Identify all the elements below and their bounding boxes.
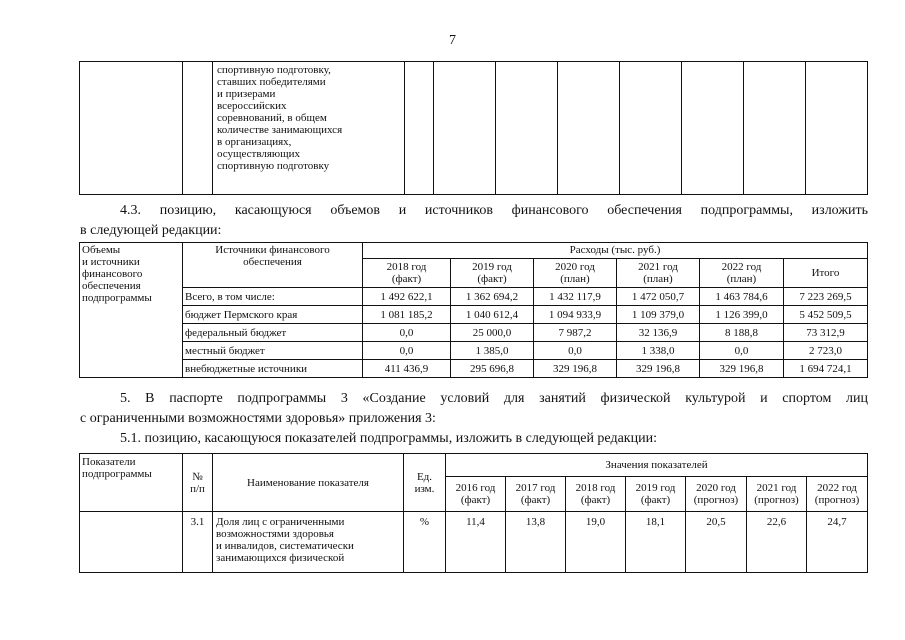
label-line: и источники — [82, 256, 140, 268]
year-label: 2022 год — [817, 482, 857, 494]
empty-cell — [682, 62, 744, 195]
year-header — [506, 477, 566, 512]
total-header: Итого — [784, 259, 868, 288]
label-line: подпрограммы — [82, 292, 152, 304]
value-cell: 0,0 — [534, 342, 617, 360]
indicators-table — [79, 453, 868, 573]
value-cell: 13,8 — [506, 512, 566, 573]
label-line: Объемы — [82, 244, 121, 256]
value-cell: 1 081 185,2 — [363, 306, 451, 324]
value-cell: 32 136,9 — [617, 324, 700, 342]
year-status: (факт) — [520, 494, 551, 506]
values-header: Значения показателей — [446, 454, 868, 477]
year-header — [363, 259, 451, 288]
value-cell: 25 000,0 — [451, 324, 534, 342]
text-line: занимающихся физической — [216, 552, 345, 564]
name-header: Наименование показателя — [213, 454, 404, 512]
value-cell: 1 362 694,2 — [451, 288, 534, 306]
empty-cell — [183, 62, 213, 195]
year-header — [700, 259, 784, 288]
year-header — [451, 259, 534, 288]
value-cell: 1 040 612,4 — [451, 306, 534, 324]
paragraph-line: в следующей редакции: — [80, 223, 222, 238]
value-cell: 20,5 — [686, 512, 747, 573]
year-label: 2020 год — [555, 261, 595, 273]
value-cell: 295 696,8 — [451, 360, 534, 378]
value-cell: 1 463 784,6 — [700, 288, 784, 306]
text-line: в организациях, — [217, 136, 292, 148]
text-line: спортивную подготовку, — [217, 64, 331, 76]
value-cell: 329 196,8 — [534, 360, 617, 378]
year-header — [686, 477, 747, 512]
unit-cell: % — [404, 512, 446, 573]
value-cell: 411 436,9 — [363, 360, 451, 378]
header-line: Источники финансового — [215, 244, 330, 256]
value-cell: 1 094 933,9 — [534, 306, 617, 324]
year-label: 2018 год — [386, 261, 427, 273]
row-label: местный бюджет — [183, 342, 363, 360]
row-number: 3.1 — [183, 512, 213, 573]
empty-cell — [80, 512, 183, 573]
empty-cell — [744, 62, 806, 195]
paragraph-line: с ограниченными возможностями здоровья» приложения 3: — [80, 411, 436, 426]
indicator-name-cell — [213, 62, 405, 195]
year-label: 2021 год — [756, 482, 797, 494]
text-line: и инвалидов, систематически — [216, 540, 354, 552]
value-cell: 0,0 — [363, 324, 451, 342]
paragraph-5 — [80, 389, 868, 429]
year-label: 2022 год — [721, 261, 762, 273]
row-label: внебюджетные источники — [183, 360, 363, 378]
year-label: 2019 год — [472, 261, 512, 273]
table-row — [80, 360, 868, 378]
value-cell: 1 338,0 — [617, 342, 700, 360]
year-label: 2018 год — [575, 482, 616, 494]
financing-label-cell — [80, 243, 183, 378]
empty-cell — [405, 62, 434, 195]
table-row — [80, 306, 868, 324]
value-cell: 8 188,8 — [700, 324, 784, 342]
text-line: возможностями здоровья — [216, 528, 334, 540]
value-cell: 18,1 — [626, 512, 686, 573]
year-label: 2017 год — [515, 482, 556, 494]
paragraph-4-3 — [80, 201, 868, 241]
year-label: 2016 год — [455, 482, 496, 494]
indicator-name-cell — [213, 512, 404, 573]
empty-cell — [496, 62, 558, 195]
value-cell: 329 196,8 — [617, 360, 700, 378]
value-cell: 24,7 — [807, 512, 868, 573]
value-cell: 11,4 — [446, 512, 506, 573]
value-cell: 1 492 622,1 — [363, 288, 451, 306]
table-row — [80, 324, 868, 342]
empty-cell — [806, 62, 868, 195]
empty-cell — [620, 62, 682, 195]
paragraph-line: 4.3. позицию, касающуюся объемов и источников финансового обеспечения подпрограммы, изложить — [120, 203, 868, 218]
unit-header — [404, 454, 446, 512]
text-line: осуществляющих — [217, 148, 300, 160]
year-header — [807, 477, 868, 512]
year-status: (прогноз) — [693, 494, 739, 506]
empty-cell — [434, 62, 496, 195]
year-status: (факт) — [477, 273, 507, 285]
empty-cell — [80, 62, 183, 195]
year-status: (прогноз) — [814, 494, 860, 506]
num-header — [183, 454, 213, 512]
value-cell: 0,0 — [700, 342, 784, 360]
value-cell: 1 694 724,1 — [784, 360, 868, 378]
year-label: 2021 год — [638, 261, 678, 273]
header-line: п/п — [190, 482, 205, 495]
value-cell: 73 312,9 — [784, 324, 868, 342]
label-line: обеспечения — [82, 280, 141, 292]
row-label: Всего, в том числе: — [183, 288, 363, 306]
indicators-table-continuation — [79, 61, 868, 195]
value-cell: 329 196,8 — [700, 360, 784, 378]
year-status: (прогноз) — [754, 494, 799, 506]
year-status: (план) — [560, 273, 590, 285]
row-label: федеральный бюджет — [183, 324, 363, 342]
value-cell: 0,0 — [363, 342, 451, 360]
year-status: (план) — [726, 273, 757, 285]
value-cell: 1 126 399,0 — [700, 306, 784, 324]
sources-header — [183, 243, 363, 288]
text-line: ставших победителями — [217, 76, 326, 88]
text-line: спортивную подготовку — [217, 160, 330, 172]
table-row — [80, 288, 868, 306]
year-status: (факт) — [460, 494, 491, 506]
text-line: количестве занимающихся — [217, 124, 343, 136]
header-line: обеспечения — [243, 256, 302, 268]
value-cell: 1 109 379,0 — [617, 306, 700, 324]
indicators-label-cell: Показатели подпрограммы — [80, 454, 183, 512]
year-status: (факт) — [640, 494, 671, 506]
expenses-header: Расходы (тыс. руб.) — [363, 243, 868, 259]
header-line: № — [192, 470, 203, 483]
value-cell: 1 432 117,9 — [534, 288, 617, 306]
year-header — [534, 259, 617, 288]
page-number: 7 — [449, 33, 456, 48]
table-row — [80, 342, 868, 360]
value-cell: 5 452 509,5 — [784, 306, 868, 324]
header-line: изм. — [414, 482, 435, 495]
empty-cell — [558, 62, 620, 195]
year-label: 2020 год — [696, 482, 736, 494]
year-status: (факт) — [391, 273, 422, 285]
financing-table — [79, 242, 868, 378]
year-header — [626, 477, 686, 512]
value-cell: 22,6 — [747, 512, 807, 573]
text-line: и призерами — [217, 88, 276, 100]
year-header — [747, 477, 807, 512]
paragraph-line: 5. В паспорте подпрограммы 3 «Создание условий для занятий физической культурой и спортом лиц — [120, 391, 868, 406]
value-cell: 1 472 050,7 — [617, 288, 700, 306]
label-line: финансового — [82, 268, 143, 280]
year-header — [566, 477, 626, 512]
value-cell: 1 385,0 — [451, 342, 534, 360]
row-label: бюджет Пермского края — [183, 306, 363, 324]
table-row — [80, 512, 868, 573]
value-cell: 7 223 269,5 — [784, 288, 868, 306]
value-cell: 19,0 — [566, 512, 626, 573]
year-header — [446, 477, 506, 512]
text-line: Доля лиц с ограниченными — [216, 516, 345, 528]
text-line: всероссийских — [217, 100, 287, 112]
text-line: соревнований, в общем — [217, 112, 327, 124]
value-cell: 7 987,2 — [534, 324, 617, 342]
header-line: Ед. — [416, 470, 433, 483]
paragraph-line: 5.1. позицию, касающуюся показателей подпрограммы, изложить в следующей редакции: — [120, 431, 657, 446]
year-header — [617, 259, 700, 288]
year-label: 2019 год — [635, 482, 676, 494]
paragraph-5-1 — [80, 429, 868, 449]
value-cell: 2 723,0 — [784, 342, 868, 360]
year-status: (план) — [643, 273, 673, 285]
year-status: (факт) — [580, 494, 611, 506]
